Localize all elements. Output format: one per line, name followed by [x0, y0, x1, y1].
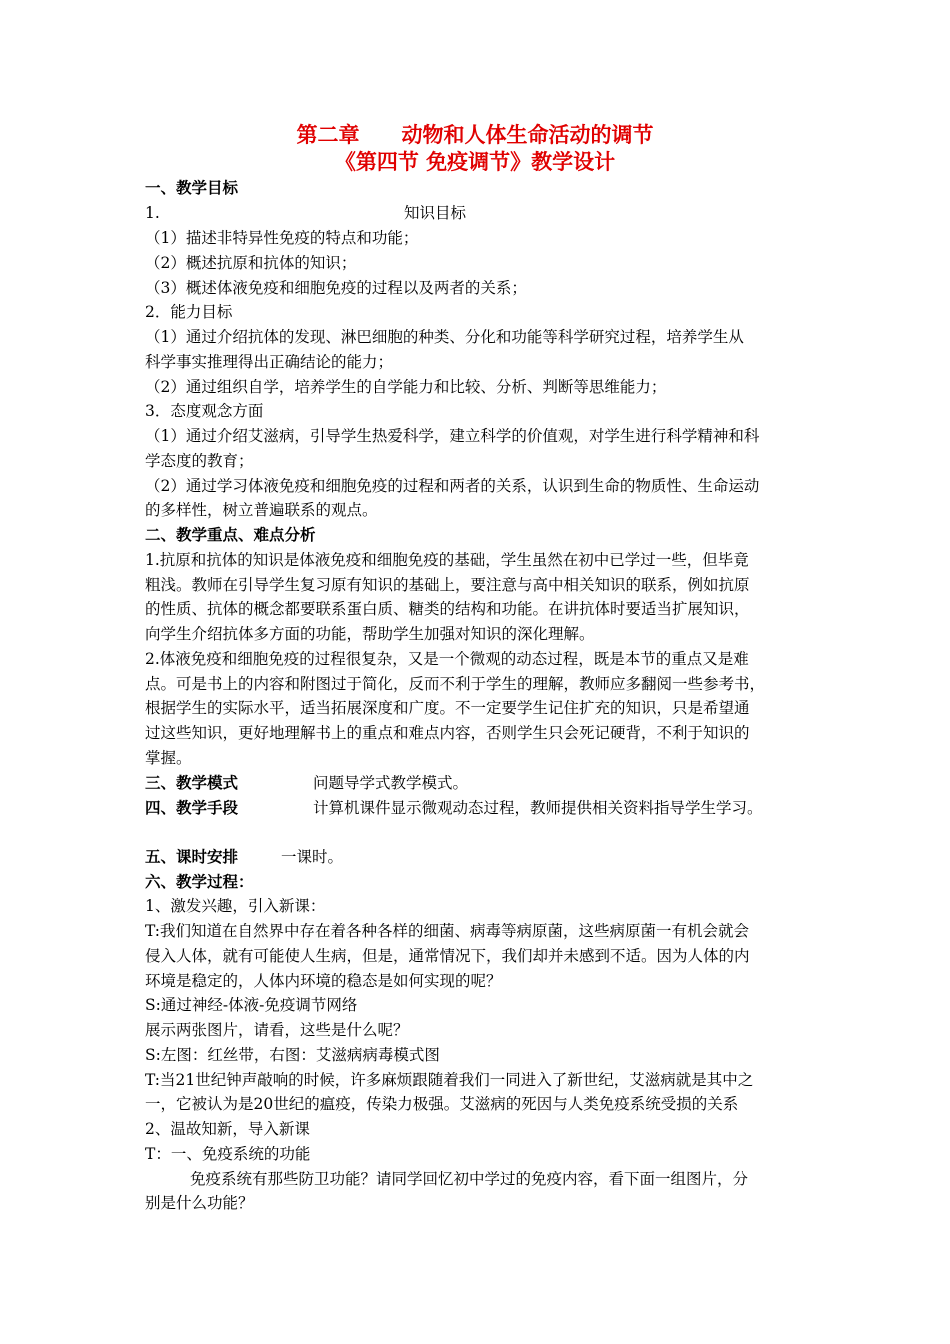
paragraph-line: 一，它被认为是20世纪的瘟疫，传染力极强。艾滋病的死因与人类免疫系统受损的关系: [145, 1095, 739, 1113]
heading-teaching-mode: 三、教学模式: [145, 774, 239, 792]
paragraph-line: 免疫系统有那些防卫功能？请同学回忆初中学过的免疫内容，看下面一组图片，分: [190, 1170, 749, 1188]
paragraph-line: T:当21世纪钟声敲响的时候，许多麻烦跟随着我们一同进入了新世纪，艾滋病就是其中之: [145, 1071, 754, 1089]
heading-key-points: 二、教学重点、难点分析: [145, 526, 316, 544]
paragraph-line: 别是什么功能？: [145, 1194, 254, 1212]
section-title: 《第四节 免疫调节》教学设计: [334, 150, 616, 174]
paragraph-line: 1、激发兴趣，引入新课：: [145, 897, 326, 915]
paragraph-line: （1）通过介绍抗体的发现、淋巴细胞的种类、分化和功能等科学研究过程，培养学生从: [145, 328, 744, 346]
heading-schedule: 五、课时安排: [145, 848, 239, 866]
paragraph-line: （2）通过组织自学，培养学生的自学能力和比较、分析、判断等思维能力；: [145, 378, 667, 396]
paragraph-line: （2）概述抗原和抗体的知识；: [145, 254, 357, 272]
paragraph-line: S:左图：红丝带，右图：艾滋病病毒模式图: [145, 1046, 440, 1064]
paragraph-line: 展示两张图片，请看，这些是什么呢？: [145, 1021, 409, 1039]
paragraph-line: 学态度的教育；: [145, 452, 254, 470]
paragraph-line: 的性质、抗体的概念都要联系蛋白质、糖类的结构和功能。在讲抗体时要适当扩展知识，: [145, 600, 750, 618]
paragraph-line: 根据学生的实际水平，适当拓展深度和广度。不一定要学生记住扩充的知识，只是希望通: [145, 699, 750, 717]
paragraph-line: 2、温故知新，导入新课: [145, 1120, 310, 1138]
paragraph-line: （3）概述体液免疫和细胞免疫的过程以及两者的关系；: [145, 279, 527, 297]
paragraph-line: T:我们知道在自然界中存在着各种各样的细菌、病毒等病原菌，这些病原菌一有机会就会: [145, 922, 750, 940]
heading-process: 六、教学过程：: [145, 873, 254, 891]
paragraph-line: 点。可是书上的内容和附图过于简化，反而不利于学生的理解，教师应多翻阅一些参考书，: [145, 675, 766, 693]
paragraph-line: 3．态度观念方面: [145, 402, 264, 420]
paragraph-line: 科学事实推理得出正确结论的能力；: [145, 353, 394, 371]
paragraph-line: 向学生介绍抗体多方面的功能，帮助学生加强对知识的深化理解。: [145, 625, 595, 643]
paragraph-line: （1）通过介绍艾滋病，引导学生热爱科学，建立科学的价值观，对学生进行科学精神和科: [145, 427, 760, 445]
paragraph-line: 环境是稳定的，人体内环境的稳态是如何实现的呢？: [145, 972, 502, 990]
schedule-value: 一课时。: [281, 848, 344, 866]
objective-1-number: 1.: [145, 204, 160, 222]
paragraph-line: 1.抗原和抗体的知识是体液免疫和细胞免疫的基础，学生虽然在初中已学过一些，但毕竟: [145, 551, 749, 569]
paragraph-line: S:通过神经-体液-免疫调节网络: [145, 996, 358, 1014]
paragraph-line: 2.体液免疫和细胞免疫的过程很复杂，又是一个微观的动态过程，既是本节的重点又是难: [145, 650, 749, 668]
teaching-mode-value: 问题导学式教学模式。: [313, 774, 469, 792]
chapter-title: 第二章 动物和人体生命活动的调节: [296, 123, 654, 147]
heading-teaching-means: 四、教学手段: [145, 799, 239, 817]
paragraph-line: 的多样性，树立普遍联系的观点。: [145, 501, 378, 519]
paragraph-line: 掌握。: [145, 749, 192, 767]
paragraph-line: 侵入人体，就有可能使人生病，但是，通常情况下，我们却并未感到不适。因为人体的内: [145, 947, 750, 965]
paragraph-line: 2．能力目标: [145, 303, 233, 321]
paragraph-line: （2）通过学习体液免疫和细胞免疫的过程和两者的关系，认识到生命的物质性、生命运动: [145, 477, 760, 495]
paragraph-line: （1）描述非特异性免疫的特点和功能；: [145, 229, 419, 247]
objective-1-label: 知识目标: [404, 204, 467, 222]
heading-objectives: 一、教学目标: [145, 179, 239, 197]
teaching-means-value: 计算机课件显示微观动态过程，教师提供相关资料指导学生学习。: [313, 799, 763, 817]
paragraph-line: T：一、免疫系统的功能: [145, 1145, 311, 1163]
paragraph-line: 过这些知识，更好地理解书上的重点和难点内容，否则学生只会死记硬背，不利于知识的: [145, 724, 750, 742]
paragraph-line: 粗浅。教师在引导学生复习原有知识的基础上，要注意与高中相关知识的联系，例如抗原: [145, 576, 750, 594]
